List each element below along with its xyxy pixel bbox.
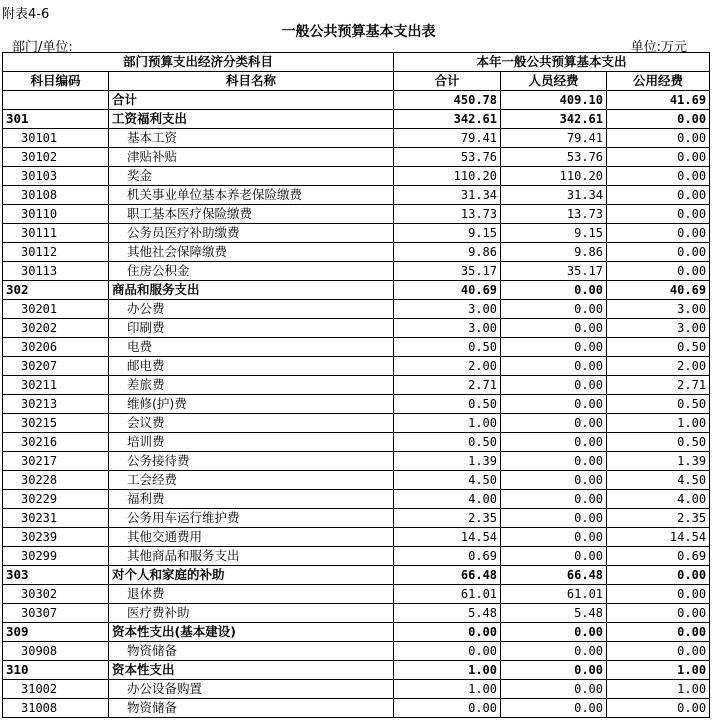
cell-personnel: 0.00 [501, 661, 607, 680]
cell-total: 53.76 [394, 148, 501, 167]
cell-code [3, 91, 109, 110]
cell-name: 会议费 [109, 414, 394, 433]
cell-name: 物资储备 [109, 699, 394, 718]
table-row [3, 471, 710, 490]
cell-personnel: 0.00 [501, 395, 607, 414]
table-row [3, 224, 710, 243]
cell-total: 342.61 [394, 110, 501, 129]
table-row [3, 528, 710, 547]
cell-name: 培训费 [109, 433, 394, 452]
annex-label: 附表4-6 [2, 7, 50, 22]
table-row [3, 509, 710, 528]
cell-personnel: 31.34 [501, 186, 607, 205]
cell-personnel: 0.00 [501, 281, 607, 300]
cell-personnel: 13.73 [501, 205, 607, 224]
cell-name: 办公费 [109, 300, 394, 319]
cell-public: 0.00 [607, 262, 710, 281]
cell-name: 公务用车运行维护费 [109, 509, 394, 528]
table-row [3, 395, 710, 414]
cell-code: 30299 [3, 547, 109, 566]
cell-public: 0.00 [607, 148, 710, 167]
cell-public: 0.50 [607, 338, 710, 357]
table-row [3, 110, 710, 129]
cell-name: 维修(护)费 [109, 395, 394, 414]
cell-personnel: 0.00 [501, 699, 607, 718]
cell-name: 工资福利支出 [109, 110, 394, 129]
cell-code: 31002 [3, 680, 109, 699]
table-row [3, 490, 710, 509]
table-row [3, 129, 710, 148]
cell-personnel: 0.00 [501, 490, 607, 509]
cell-public: 0.69 [607, 547, 710, 566]
cell-public: 1.00 [607, 680, 710, 699]
cell-code: 302 [3, 281, 109, 300]
cell-code: 309 [3, 623, 109, 642]
cell-personnel: 35.17 [501, 262, 607, 281]
cell-name: 奖金 [109, 167, 394, 186]
cell-name: 邮电费 [109, 357, 394, 376]
cell-public: 0.00 [607, 642, 710, 661]
table-row [3, 148, 710, 167]
cell-code: 30101 [3, 129, 109, 148]
cell-personnel: 0.00 [501, 509, 607, 528]
page-title: 一般公共预算基本支出表 [281, 24, 436, 40]
cell-personnel: 0.00 [501, 528, 607, 547]
header-total: 合计 [394, 72, 501, 91]
header-name: 科目名称 [109, 72, 394, 91]
cell-public: 0.00 [607, 224, 710, 243]
cell-total: 4.00 [394, 490, 501, 509]
table-row [3, 642, 710, 661]
cell-total: 2.35 [394, 509, 501, 528]
table-row [3, 376, 710, 395]
table-row [3, 585, 710, 604]
table-row [3, 680, 710, 699]
table-row [3, 262, 710, 281]
cell-total: 3.00 [394, 300, 501, 319]
cell-public: 14.54 [607, 528, 710, 547]
table-row [3, 281, 710, 300]
cell-code: 30202 [3, 319, 109, 338]
cell-code: 30206 [3, 338, 109, 357]
cell-code: 30111 [3, 224, 109, 243]
cell-personnel: 0.00 [501, 338, 607, 357]
cell-total: 66.48 [394, 566, 501, 585]
cell-name: 职工基本医疗保险缴费 [109, 205, 394, 224]
cell-personnel: 0.00 [501, 319, 607, 338]
table-row [3, 300, 710, 319]
cell-name: 其他商品和服务支出 [109, 547, 394, 566]
cell-personnel: 0.00 [501, 300, 607, 319]
table-row [3, 566, 710, 585]
unit-label: 单位:万元 [630, 40, 687, 55]
table-row [3, 338, 710, 357]
cell-public: 0.00 [607, 186, 710, 205]
header-group-expenditure: 本年一般公共预算基本支出 [394, 53, 710, 72]
cell-public: 41.69 [607, 91, 710, 110]
cell-total: 0.00 [394, 642, 501, 661]
cell-name: 住房公积金 [109, 262, 394, 281]
cell-total: 0.50 [394, 395, 501, 414]
cell-code: 30307 [3, 604, 109, 623]
cell-name: 退休费 [109, 585, 394, 604]
cell-total: 79.41 [394, 129, 501, 148]
header-group-classification: 部门预算支出经济分类科目 [3, 53, 394, 72]
cell-public: 0.00 [607, 585, 710, 604]
budget-table [2, 52, 710, 718]
cell-code: 30228 [3, 471, 109, 490]
table-row [3, 623, 710, 642]
cell-total: 1.00 [394, 661, 501, 680]
cell-public: 0.00 [607, 110, 710, 129]
cell-personnel: 0.00 [501, 642, 607, 661]
cell-public: 40.69 [607, 281, 710, 300]
dept-label: 部门/单位: [12, 40, 73, 55]
table-row [3, 452, 710, 471]
cell-total: 9.86 [394, 243, 501, 262]
cell-public: 2.71 [607, 376, 710, 395]
cell-public: 3.00 [607, 300, 710, 319]
table-row [3, 243, 710, 262]
cell-code: 30216 [3, 433, 109, 452]
cell-total: 3.00 [394, 319, 501, 338]
cell-personnel: 0.00 [501, 623, 607, 642]
cell-personnel: 9.15 [501, 224, 607, 243]
cell-name: 差旅费 [109, 376, 394, 395]
table-row [3, 547, 710, 566]
cell-total: 450.78 [394, 91, 501, 110]
cell-code: 30215 [3, 414, 109, 433]
table-row [3, 604, 710, 623]
cell-name: 资本性支出 [109, 661, 394, 680]
cell-code: 30110 [3, 205, 109, 224]
cell-code: 30213 [3, 395, 109, 414]
cell-total: 1.39 [394, 452, 501, 471]
cell-code: 30217 [3, 452, 109, 471]
cell-personnel: 9.86 [501, 243, 607, 262]
cell-personnel: 0.00 [501, 680, 607, 699]
cell-name: 福利费 [109, 490, 394, 509]
cell-public: 0.00 [607, 205, 710, 224]
cell-public: 0.00 [607, 604, 710, 623]
cell-code: 303 [3, 566, 109, 585]
cell-name: 工会经费 [109, 471, 394, 490]
cell-total: 9.15 [394, 224, 501, 243]
cell-code: 30201 [3, 300, 109, 319]
cell-total: 0.00 [394, 699, 501, 718]
cell-code: 31008 [3, 699, 109, 718]
cell-total: 2.00 [394, 357, 501, 376]
cell-total: 4.50 [394, 471, 501, 490]
cell-total: 1.00 [394, 414, 501, 433]
cell-total: 35.17 [394, 262, 501, 281]
table-row [3, 186, 710, 205]
cell-name: 商品和服务支出 [109, 281, 394, 300]
cell-public: 0.00 [607, 243, 710, 262]
table-row [3, 433, 710, 452]
cell-personnel: 342.61 [501, 110, 607, 129]
cell-name: 电费 [109, 338, 394, 357]
table-row [3, 357, 710, 376]
header-personnel: 人员经费 [501, 72, 607, 91]
cell-name: 其他交通费用 [109, 528, 394, 547]
cell-public: 4.50 [607, 471, 710, 490]
cell-code: 30229 [3, 490, 109, 509]
cell-code: 30211 [3, 376, 109, 395]
cell-name: 对个人和家庭的补助 [109, 566, 394, 585]
cell-name: 医疗费补助 [109, 604, 394, 623]
table-row [3, 167, 710, 186]
cell-code: 30102 [3, 148, 109, 167]
cell-total: 0.50 [394, 433, 501, 452]
cell-personnel: 409.10 [501, 91, 607, 110]
cell-name: 机关事业单位基本养老保险缴费 [109, 186, 394, 205]
cell-total: 40.69 [394, 281, 501, 300]
cell-personnel: 53.76 [501, 148, 607, 167]
cell-total: 5.48 [394, 604, 501, 623]
cell-name: 办公设备购置 [109, 680, 394, 699]
cell-personnel: 0.00 [501, 433, 607, 452]
cell-public: 1.39 [607, 452, 710, 471]
cell-personnel: 0.00 [501, 547, 607, 566]
cell-total: 14.54 [394, 528, 501, 547]
cell-name: 其他社会保障缴费 [109, 243, 394, 262]
cell-personnel: 0.00 [501, 414, 607, 433]
cell-personnel: 61.01 [501, 585, 607, 604]
cell-name: 公务接待费 [109, 452, 394, 471]
cell-personnel: 5.48 [501, 604, 607, 623]
cell-total: 13.73 [394, 205, 501, 224]
table-row [3, 205, 710, 224]
cell-public: 1.00 [607, 661, 710, 680]
cell-code: 30302 [3, 585, 109, 604]
cell-name: 合计 [109, 91, 394, 110]
table-row [3, 319, 710, 338]
cell-public: 0.00 [607, 623, 710, 642]
cell-code: 30103 [3, 167, 109, 186]
cell-name: 基本工资 [109, 129, 394, 148]
cell-public: 0.00 [607, 699, 710, 718]
cell-total: 0.50 [394, 338, 501, 357]
cell-code: 30239 [3, 528, 109, 547]
cell-personnel: 79.41 [501, 129, 607, 148]
header-public: 公用经费 [607, 72, 710, 91]
table-row [3, 699, 710, 718]
cell-public: 1.00 [607, 414, 710, 433]
cell-personnel: 0.00 [501, 471, 607, 490]
cell-public: 2.00 [607, 357, 710, 376]
cell-name: 印刷费 [109, 319, 394, 338]
cell-public: 0.00 [607, 167, 710, 186]
cell-public: 0.50 [607, 433, 710, 452]
cell-code: 30112 [3, 243, 109, 262]
table-row [3, 661, 710, 680]
cell-code: 310 [3, 661, 109, 680]
cell-public: 0.00 [607, 129, 710, 148]
cell-total: 0.69 [394, 547, 501, 566]
cell-name: 资本性支出(基本建设) [109, 623, 394, 642]
cell-total: 0.00 [394, 623, 501, 642]
cell-public: 3.00 [607, 319, 710, 338]
cell-code: 30113 [3, 262, 109, 281]
table-row [3, 91, 710, 110]
cell-public: 0.00 [607, 566, 710, 585]
cell-code: 30231 [3, 509, 109, 528]
cell-total: 1.00 [394, 680, 501, 699]
header-code: 科目编码 [3, 72, 109, 91]
cell-code: 30908 [3, 642, 109, 661]
cell-personnel: 0.00 [501, 452, 607, 471]
cell-total: 31.34 [394, 186, 501, 205]
cell-name: 公务员医疗补助缴费 [109, 224, 394, 243]
cell-total: 110.20 [394, 167, 501, 186]
cell-name: 津贴补贴 [109, 148, 394, 167]
cell-total: 2.71 [394, 376, 501, 395]
cell-public: 2.35 [607, 509, 710, 528]
table-row [3, 414, 710, 433]
cell-total: 61.01 [394, 585, 501, 604]
cell-personnel: 110.20 [501, 167, 607, 186]
cell-personnel: 0.00 [501, 357, 607, 376]
cell-name: 物资储备 [109, 642, 394, 661]
cell-personnel: 0.00 [501, 376, 607, 395]
cell-code: 30108 [3, 186, 109, 205]
cell-public: 0.50 [607, 395, 710, 414]
cell-code: 301 [3, 110, 109, 129]
cell-personnel: 66.48 [501, 566, 607, 585]
cell-code: 30207 [3, 357, 109, 376]
cell-public: 4.00 [607, 490, 710, 509]
